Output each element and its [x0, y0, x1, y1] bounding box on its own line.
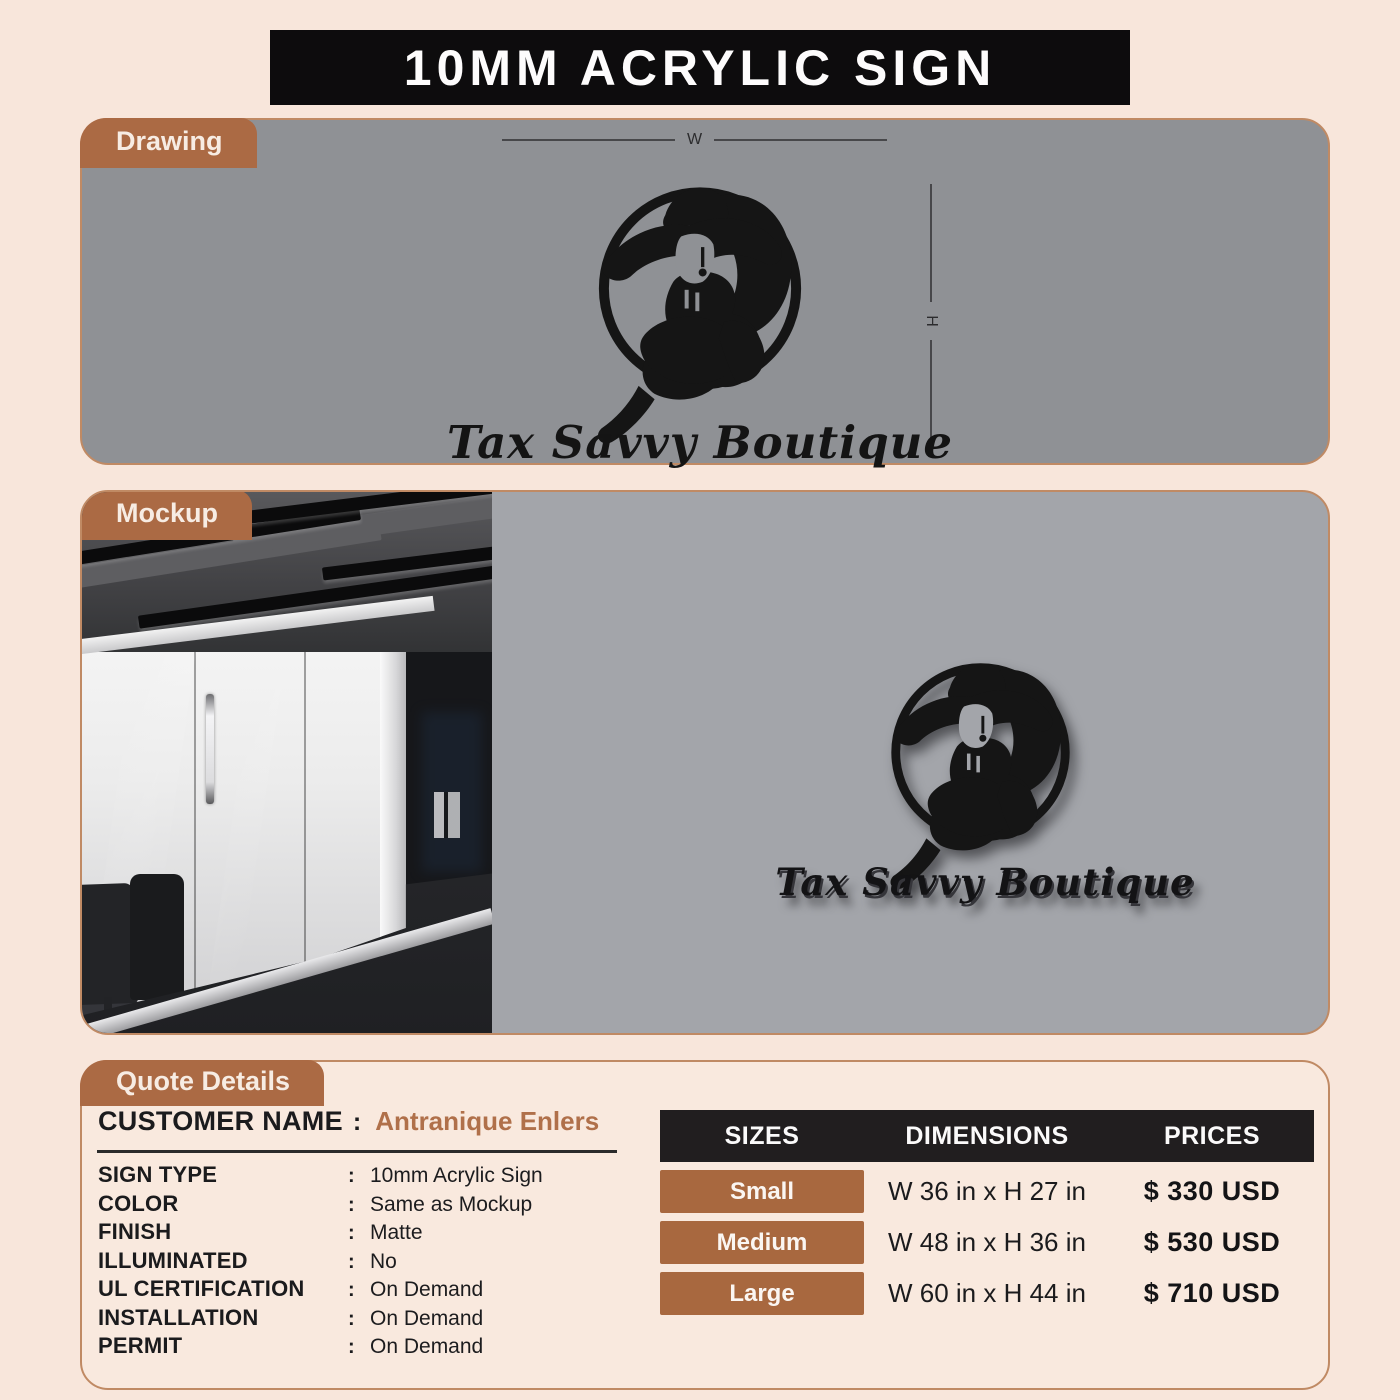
brand-wordmark-3d: Tax Savvy Boutique	[775, 860, 1195, 904]
price-value: $ 710 USD	[1143, 1278, 1281, 1308]
mockup-tab	[80, 490, 252, 540]
spec-row-sign-type	[98, 1162, 643, 1191]
spec-value: On Demand	[370, 1335, 484, 1358]
drawing-tab-label: Drawing	[116, 125, 223, 156]
logo-earring-dot	[699, 268, 707, 276]
separator-colon: :	[348, 1222, 355, 1244]
spec-row-ul-certification	[98, 1276, 643, 1305]
quote-details-tab	[80, 1060, 324, 1106]
table-row-small	[660, 1170, 1314, 1213]
glass-door-handle	[206, 694, 214, 804]
spec-label: ILLUMINATED	[98, 1247, 248, 1273]
spec-label: COLOR	[98, 1190, 179, 1216]
customer-underline	[97, 1150, 617, 1153]
spec-label: PERMIT	[98, 1333, 183, 1358]
width-dimension-line	[502, 131, 887, 149]
spec-row-installation	[98, 1305, 643, 1334]
table-row-large	[660, 1272, 1314, 1315]
size-option-small[interactable]: Small	[660, 1170, 864, 1213]
spec-row-permit	[98, 1333, 643, 1362]
table-row-medium	[660, 1221, 1314, 1264]
separator-colon: :	[348, 1250, 355, 1273]
mockup-panel	[80, 490, 1330, 1035]
pricing-table	[660, 1110, 1314, 1315]
column-header-sizes: SIZES	[724, 1121, 800, 1150]
spec-row-color	[98, 1191, 643, 1220]
drawing-tab	[80, 118, 257, 168]
dimensions-value: W 60 in x H 44 in	[888, 1278, 1086, 1308]
spec-label: UL CERTIFICATION	[98, 1276, 305, 1301]
office-chair	[130, 874, 184, 1000]
size-option-medium[interactable]: Medium	[660, 1221, 864, 1264]
glass-seam	[194, 634, 196, 1002]
office-photo	[82, 492, 492, 1035]
width-dimension-label: W	[686, 131, 703, 148]
dimension-line-segment	[714, 139, 887, 141]
glass-seam	[304, 634, 306, 1006]
dimensions-value: W 48 in x H 36 in	[888, 1227, 1086, 1257]
separator-colon: :	[348, 1336, 355, 1358]
price-value: $ 330 USD	[1143, 1176, 1281, 1206]
size-option-large[interactable]: Large	[660, 1272, 864, 1315]
spec-value: Same as Mockup	[370, 1192, 533, 1216]
spec-label: SIGN TYPE	[98, 1162, 218, 1187]
price-value: $ 530 USD	[1143, 1227, 1281, 1257]
separator-colon: :	[348, 1279, 355, 1301]
spec-row-illuminated	[98, 1248, 643, 1277]
separator-colon: :	[348, 1307, 355, 1330]
spec-value: 10mm Acrylic Sign	[370, 1164, 543, 1187]
spec-field-list	[98, 1162, 643, 1362]
title-bar	[270, 30, 1130, 105]
spec-value: On Demand	[370, 1278, 484, 1301]
spec-value: On Demand	[370, 1306, 484, 1330]
drawing-panel	[80, 118, 1330, 469]
column-header-prices: PRICES	[1163, 1121, 1261, 1150]
customer-name-value: Antranique Enlers	[375, 1106, 600, 1136]
spec-row-finish	[98, 1219, 643, 1248]
brand-wordmark: Tax Savvy Boutique	[446, 416, 954, 469]
spec-label: INSTALLATION	[98, 1304, 259, 1330]
spec-value: No	[370, 1249, 397, 1273]
separator-colon: :	[348, 1165, 355, 1187]
dimensions-value: W 36 in x H 27 in	[888, 1176, 1086, 1206]
quote-details-tab-label: Quote Details	[116, 1065, 291, 1096]
quote-details-panel	[80, 1060, 1330, 1390]
pricing-table-header	[660, 1110, 1314, 1162]
customer-name-row	[98, 1106, 599, 1137]
separator-colon: :	[352, 1108, 362, 1136]
dimension-line-segment	[930, 184, 932, 302]
spec-label: FINISH	[98, 1219, 172, 1244]
woman-hat-logo-icon	[553, 151, 847, 458]
spec-value: Matte	[370, 1221, 423, 1244]
page-title: 10MM ACRYLIC SIGN	[403, 39, 997, 96]
doorway-handle-pair	[434, 792, 460, 838]
mockup-tab-label: Mockup	[116, 497, 219, 528]
height-dimension-label: H	[923, 314, 940, 327]
customer-name-label: CUSTOMER NAME	[98, 1106, 343, 1136]
dimension-line-segment	[502, 139, 675, 141]
logo-earring-dot	[979, 735, 986, 742]
separator-colon: :	[348, 1193, 355, 1216]
column-header-dimensions: DIMENSIONS	[905, 1121, 1069, 1150]
